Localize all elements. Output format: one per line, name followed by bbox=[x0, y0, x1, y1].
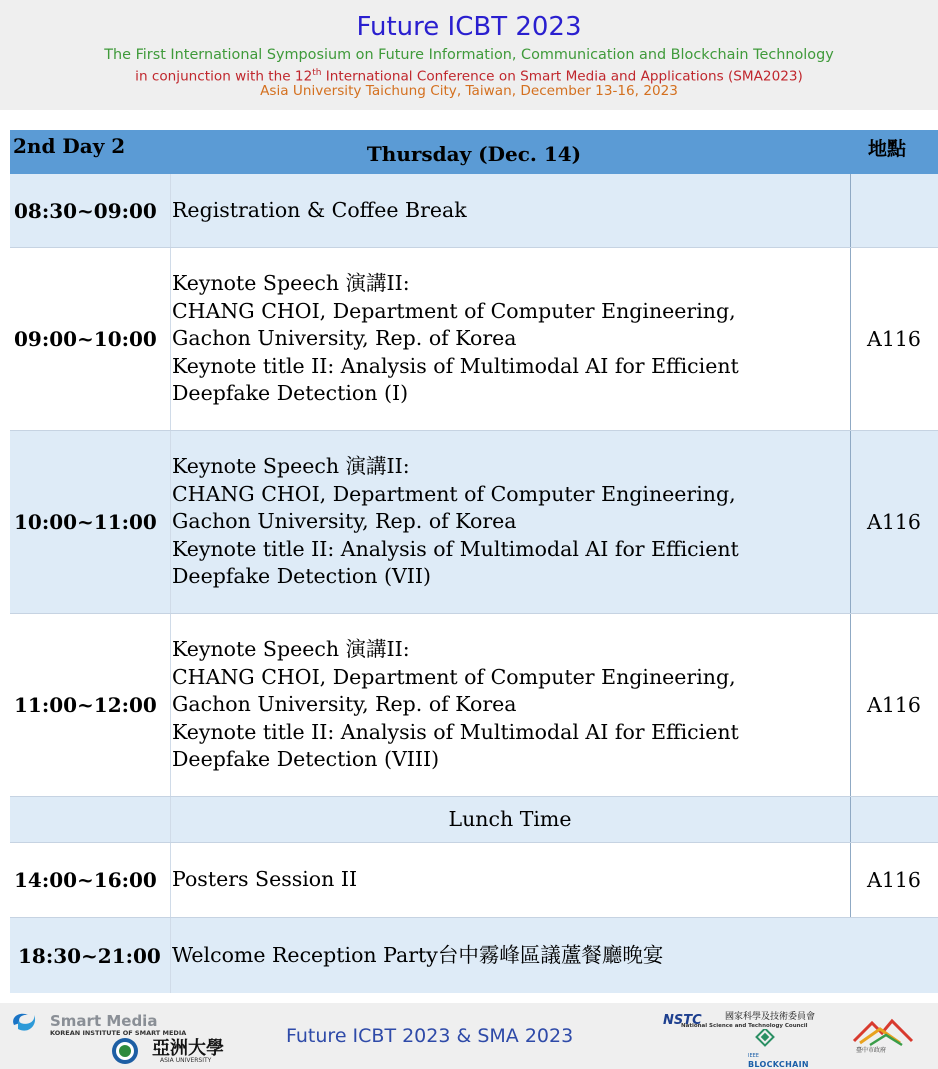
row-line: Keynote Speech 演講II: bbox=[172, 637, 410, 662]
row-description bbox=[172, 248, 848, 430]
row-time: 08:30~09:00 bbox=[14, 198, 157, 223]
row-time: 14:00~16:00 bbox=[14, 868, 157, 892]
table-row bbox=[10, 918, 938, 993]
row-line: CHANG CHOI, Department of Computer Engineering, bbox=[172, 298, 736, 323]
row-line: Keynote title II: Analysis of Multimodal AI for Efficient bbox=[172, 536, 739, 561]
row-time: 11:00~12:00 bbox=[14, 693, 157, 717]
row-description bbox=[172, 918, 932, 993]
nstc-zh: 國家科學及技術委員會 bbox=[725, 1012, 816, 1022]
venue-line: Asia University Taichung City, Taiwan, December 13-16, 2023 bbox=[260, 83, 678, 99]
row-line: Gachon University, Rep. of Korea bbox=[172, 692, 517, 717]
smart-media-name: Smart Media bbox=[50, 1012, 158, 1030]
table-row bbox=[10, 797, 938, 843]
taichung-emblem-icon bbox=[850, 1017, 916, 1047]
asia-university-logo bbox=[108, 1037, 224, 1069]
row-line: Welcome Reception Party台中霧峰區議蘆餐廳晚宴 bbox=[172, 942, 664, 967]
footer-center-text: Future ICBT 2023 & SMA 2023 bbox=[286, 1025, 574, 1047]
row-description bbox=[172, 843, 848, 917]
row-description bbox=[172, 431, 848, 613]
row-room bbox=[850, 797, 938, 842]
conjunction-prefix: in conjunction with the 12 bbox=[135, 68, 313, 85]
row-line: Keynote title II: Analysis of Multimodal AI for Efficient bbox=[172, 719, 739, 744]
taichung-zh: 臺中市政府 bbox=[856, 1047, 887, 1054]
row-time: 09:00~10:00 bbox=[14, 327, 157, 351]
row-line: CHANG CHOI, Department of Computer Engineering, bbox=[172, 664, 736, 689]
ieee-text: IEEE bbox=[748, 1053, 759, 1059]
row-line: Deepfake Detection (VII) bbox=[172, 564, 431, 589]
row-room bbox=[850, 174, 938, 247]
event-title: Future ICBT 2023 bbox=[356, 12, 582, 42]
row-room: A116 bbox=[867, 327, 921, 351]
smart-media-sub: KOREAN INSTITUTE OF SMART MEDIA bbox=[50, 1029, 187, 1037]
row-line: Gachon University, Rep. of Korea bbox=[172, 326, 517, 351]
day-label: 2nd Day 2 bbox=[13, 134, 126, 158]
table-header-row bbox=[10, 130, 938, 174]
asia-university-name: 亞洲大學 bbox=[152, 1038, 224, 1059]
location-label: 地點 bbox=[868, 138, 907, 160]
ieee-blockchain-logo bbox=[748, 1029, 809, 1069]
row-time: 18:30~21:00 bbox=[18, 943, 161, 968]
nstc-en: National Science and Technology Council bbox=[681, 1023, 808, 1029]
conjunction-sup: th bbox=[312, 68, 322, 78]
page-header bbox=[0, 0, 938, 110]
table-row bbox=[10, 614, 938, 797]
table-row bbox=[10, 843, 938, 918]
row-line: CHANG CHOI, Department of Computer Engineering, bbox=[172, 481, 736, 506]
ieee-blockchain-text: BLOCKCHAIN bbox=[748, 1060, 809, 1069]
row-line: Deepfake Detection (I) bbox=[172, 381, 409, 406]
smart-media-swirl-icon bbox=[8, 1009, 40, 1037]
row-time bbox=[10, 797, 174, 842]
row-room: A116 bbox=[867, 510, 921, 534]
row-line: Lunch Time bbox=[448, 806, 572, 831]
row-line: Posters Session II bbox=[172, 867, 358, 892]
row-line: Registration & Coffee Break bbox=[172, 197, 467, 222]
table-row bbox=[10, 431, 938, 614]
row-time: 10:00~11:00 bbox=[14, 510, 157, 534]
row-description bbox=[172, 174, 848, 247]
taichung-logo bbox=[850, 1017, 916, 1054]
row-line: Keynote Speech 演講II: bbox=[172, 271, 410, 296]
date-label: Thursday (Dec. 14) bbox=[366, 142, 582, 166]
asia-university-sub: ASIA UNIVERSITY bbox=[160, 1057, 212, 1064]
row-line: Gachon University, Rep. of Korea bbox=[172, 509, 517, 534]
conjunction-suffix: International Conference on Smart Media and Applications (SMA2023) bbox=[321, 68, 803, 85]
row-room: A116 bbox=[867, 868, 921, 892]
row-room: A116 bbox=[867, 693, 921, 717]
row-description bbox=[172, 797, 848, 842]
nstc-mark: NSTC bbox=[663, 1013, 702, 1028]
event-subtitle: The First International Symposium on Future Information, Communication and Blockchain Technology bbox=[104, 47, 834, 63]
row-line: Keynote Speech 演講II: bbox=[172, 454, 410, 479]
table-row bbox=[10, 174, 938, 248]
table-row bbox=[10, 248, 938, 431]
row-description bbox=[172, 614, 848, 796]
nstc-logo bbox=[663, 1009, 816, 1029]
row-line: Keynote title II: Analysis of Multimodal AI for Efficient bbox=[172, 353, 739, 378]
schedule-table bbox=[10, 130, 938, 993]
blockchain-icon bbox=[748, 1029, 782, 1053]
page-footer bbox=[0, 1003, 938, 1069]
row-line: Deepfake Detection (VIII) bbox=[172, 747, 440, 772]
asia-university-seal-icon bbox=[108, 1037, 142, 1065]
